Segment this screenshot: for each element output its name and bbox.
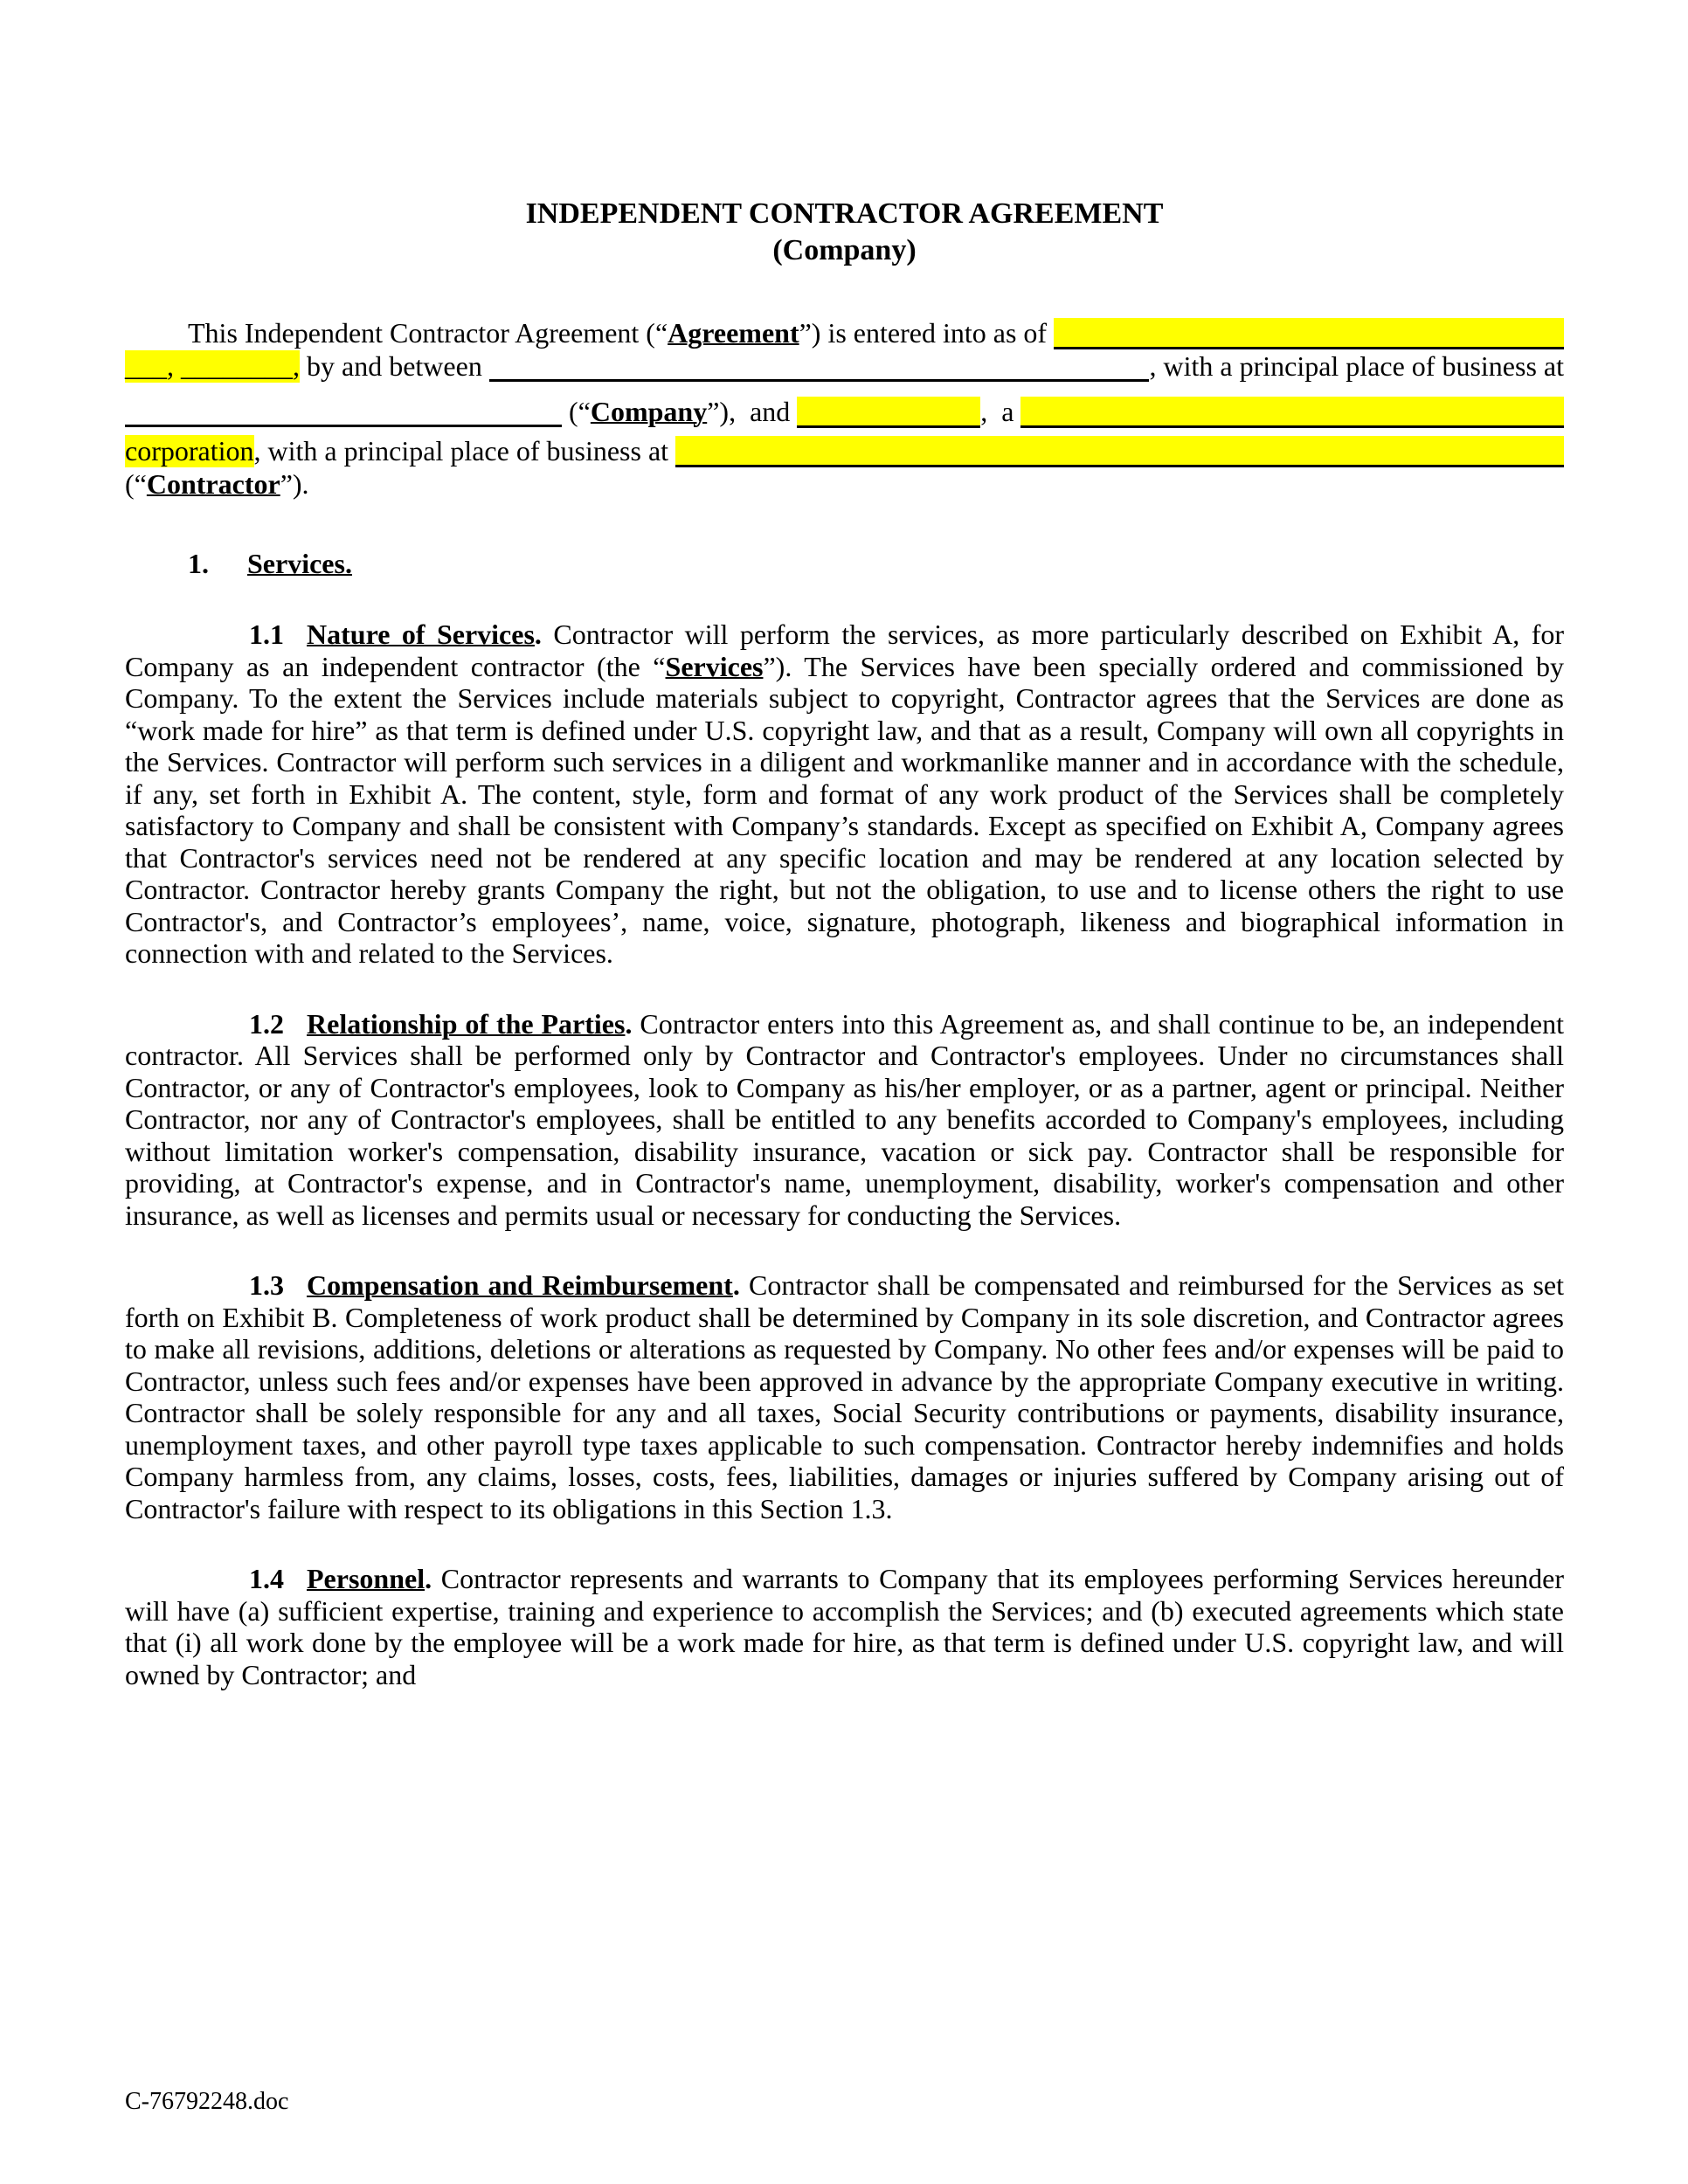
intro-line-4 bbox=[125, 429, 1564, 468]
section-1-1-title-punct: . bbox=[534, 619, 542, 650]
section-1-4-title-punct: . bbox=[425, 1563, 432, 1594]
contractor-address-blank-highlighted[interactable] bbox=[675, 436, 1564, 467]
section-1-1-number: 1.1 bbox=[249, 619, 284, 650]
section-1-4-title: Personnel bbox=[307, 1563, 425, 1594]
intro-text-6: ”), and bbox=[707, 396, 798, 427]
intro-text-10: ”). bbox=[280, 468, 309, 500]
section-1-4-heading bbox=[307, 1563, 432, 1594]
section-1-number: 1. bbox=[188, 548, 209, 579]
section-1-title: Services. bbox=[247, 548, 352, 579]
defined-term-company: Company bbox=[590, 396, 708, 427]
section-1-3-heading bbox=[307, 1269, 740, 1301]
intro-text-4: , with a principal place of business at bbox=[1149, 350, 1564, 382]
contractor-name-blank-highlighted[interactable] bbox=[797, 397, 980, 428]
section-1-heading bbox=[125, 548, 1564, 580]
company-name-blank[interactable] bbox=[489, 373, 1150, 382]
intro-text-3: by and between bbox=[300, 350, 489, 382]
section-1-4-number: 1.4 bbox=[249, 1563, 284, 1594]
corporation-word-highlighted: corporation bbox=[125, 435, 254, 467]
section-1-3-title-punct: . bbox=[732, 1269, 740, 1301]
day-year-blanks-highlighted[interactable]: ___, ________, bbox=[125, 350, 300, 382]
section-1-2-number: 1.2 bbox=[249, 1007, 284, 1040]
intro-text-8: , with a principal place of business at bbox=[253, 435, 676, 467]
section-1-1-paragraph bbox=[125, 619, 1564, 970]
footer-filename: C-76792248.doc bbox=[125, 2088, 289, 2115]
state-blank-highlighted[interactable] bbox=[1020, 397, 1564, 428]
company-address-blank[interactable] bbox=[125, 418, 562, 427]
section-1-1-body-a: Contractor will perform the services, as more particularly described on Exhibit A, for Company as an independent contractor (the “ bbox=[125, 619, 1565, 682]
section-1-3-number: 1.3 bbox=[249, 1269, 284, 1301]
intro-line-2 bbox=[125, 350, 1564, 390]
intro-text-1: This Independent Contractor Agreement (“ bbox=[188, 317, 668, 349]
page-subtitle: (Company) bbox=[772, 234, 917, 266]
defined-term-agreement: Agreement bbox=[668, 317, 799, 349]
intro-text-7: , a bbox=[980, 396, 1021, 427]
section-1-1-title: Nature of Services bbox=[307, 619, 535, 650]
section-1-1-heading bbox=[307, 619, 542, 650]
section-1-2-body: Contractor enters into this Agreement as, and shall continue to be, an independent contractor. All Services shall be performed only by Contractor and Contractor's employees. Under no circumstances shall Contractor, or any of Contractor's employees, look to Company as his/her employer, or as a partner, agent or principal. Neither Contractor, nor any of Contractor's employees, shall be entitled to any benefits accorded to Company's employees, including without limitation worker's compensation, disability insurance, vacation or sick pay. Contractor shall be responsible for providing, at Contractor's expense, and in Contractor's name, unemployment, disability, worker's compensation and other insurance, as well as licenses and permits usual or necessary for conducting the Services. bbox=[125, 1007, 1565, 1231]
section-1-2-heading bbox=[307, 1008, 632, 1040]
intro-line-5 bbox=[125, 468, 1564, 508]
intro-text-2: ”) is entered into as of bbox=[799, 317, 1055, 349]
intro-line-3 bbox=[125, 390, 1564, 429]
defined-term-services: Services bbox=[665, 650, 764, 682]
section-1-2-title: Relationship of the Parties bbox=[307, 1007, 626, 1040]
document-content bbox=[125, 0, 1565, 2115]
date-blank-highlighted[interactable] bbox=[1054, 318, 1564, 349]
page-title: INDEPENDENT CONTRACTOR AGREEMENT bbox=[525, 197, 1164, 230]
section-1-4-body: Contractor represents and warrants to Company that its employees performing Services hereunder will have (a) sufficient expertise, training and experience to accomplish the Services; and (b) executed agreements which state that (i) all work done by the employee will be a work made for hire, as that term is defined under U.S. copyright law, and will owned by Contractor; and bbox=[125, 1563, 1564, 1690]
section-1-2-title-punct: . bbox=[625, 1007, 633, 1040]
section-1-3-title: Compensation and Reimbursement bbox=[307, 1269, 733, 1301]
section-1-3-paragraph bbox=[125, 1269, 1564, 1524]
intro-text-9: (“ bbox=[125, 468, 147, 500]
section-1-2-paragraph bbox=[125, 1008, 1564, 1232]
defined-term-contractor: Contractor bbox=[146, 468, 280, 500]
section-1-3-body: Contractor shall be compensated and reimbursed for the Services as set forth on Exhibit B. Completeness of work product shall be determined by Company in its sole discretion, and Contractor agrees to make all revisions, additions, deletions or alterations as requested by Company. No other fees and/or expenses will be paid to Contractor, unless such fees and/or expenses have been approved in advance by the appropriate Company executive in writing. Contractor shall be solely responsible for any and all taxes, Social Security contributions or payments, disability insurance, unemployment taxes, and other payroll type taxes applicable to such compensation. Contractor hereby indemnifies and holds Company harmless from, any claims, losses, costs, fees, liabilities, damages or injuries suffered by Company arising out of Contractor's failure with respect to its obligations in this Section 1.3. bbox=[125, 1269, 1565, 1524]
section-1-4-paragraph bbox=[125, 1563, 1564, 1690]
intro-line-1 bbox=[125, 311, 1564, 350]
intro-paragraph bbox=[125, 311, 1564, 508]
intro-text-5: (“ bbox=[562, 396, 591, 427]
section-1-1-body-b: ”). The Services have been specially ordered and commissioned by Company. To the extent the Services include materials subject to copyright, Contractor agrees that the Services are done as “work made for hire” as that term is defined under U.S. copyright law, and that as a result, Company will own all copyrights in the Services. Contractor will perform such services in a diligent and workmanlike manner and in accordance with the schedule, if any, set forth in Exhibit A. The content, style, form and format of any work product of the Services shall be completely satisfactory to Company and shall be consistent with Company’s standards. Except as specified on Exhibit A, Company agrees that Contractor's services need not be rendered at any specific location and may be rendered at any location selected by Contractor. Contractor hereby grants Company the right, but not the obligation, to use and to license others the right to use Contractor's, and Contractor’s employees’, name, voice, signature, photograph, likeness and biographical information in connection with and related to the Services. bbox=[125, 650, 1565, 969]
